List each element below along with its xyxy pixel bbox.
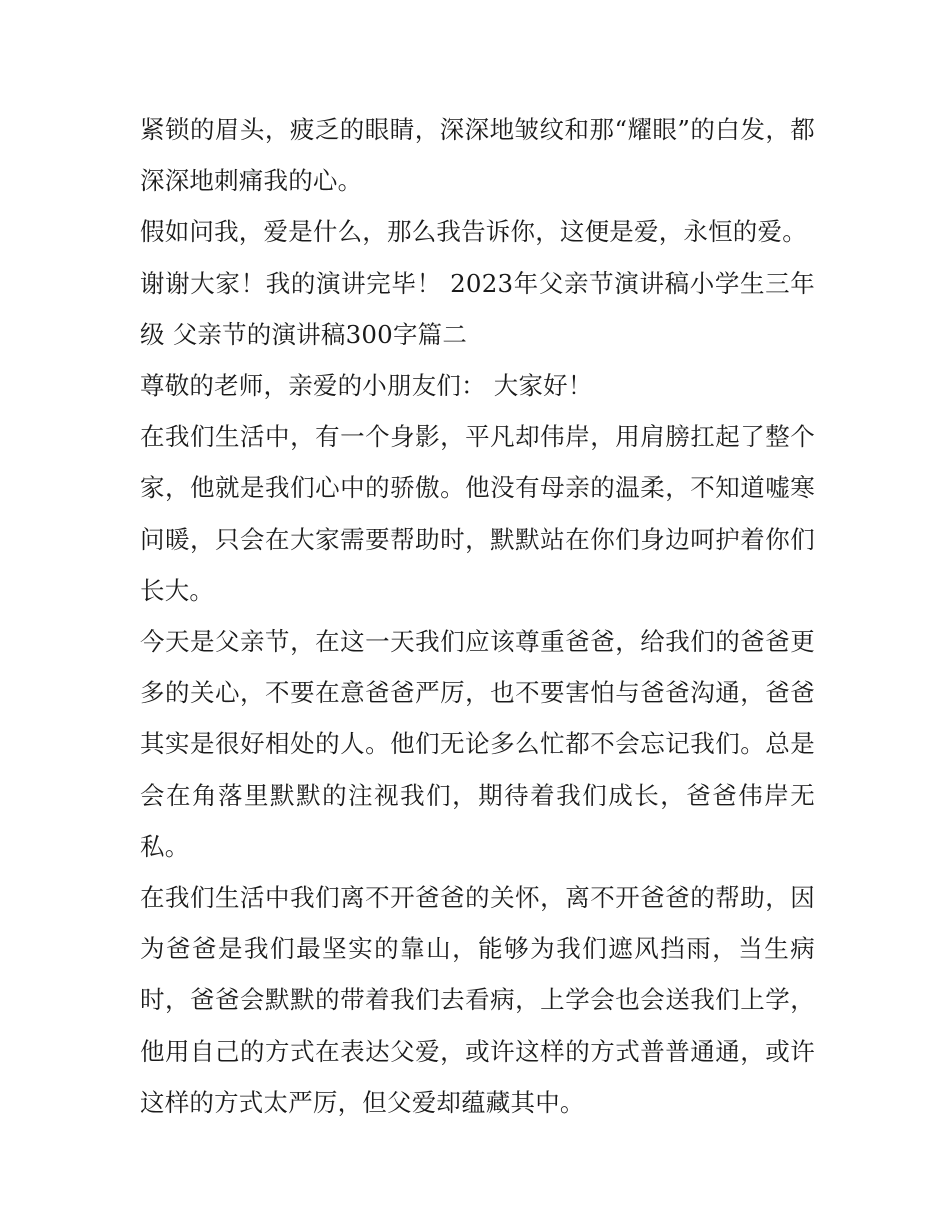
paragraph-father-figure: 在我们生活中，有一个身影，平凡却伟岸，用肩膀扛起了整个家，他就是我们心中的骄傲。他没有母亲的温柔，不知道嘘寒问暖，只会在大家需要帮助时，默默站在你们身边呵护着你们长大。 <box>140 422 815 605</box>
paragraph-fathers-care: 在我们生活中我们离不开爸爸的关怀，离不开爸爸的帮助，因为爸爸是我们最坚实的靠山，能够为我们遮风挡雨，当生病时，爸爸会默默的带着我们去看病，上学会也会送我们上学，他用自己的方式在表达父爱，或许这样的方式普普通通，或许这样的方式太严厉，但父爱却蕴藏其中。 <box>140 883 815 1117</box>
document-body <box>140 104 815 1128</box>
paragraph-greeting: 尊敬的老师，亲爱的小朋友们： 大家好！ <box>140 371 593 401</box>
paragraph-fathers-day: 今天是父亲节，在这一天我们应该尊重爸爸，给我们的爸爸更多的关心，不要在意爸爸严厉，也不要害怕与爸爸沟通，爸爸其实是很好相处的人。他们无论多么忙都不会忘记我们。总是会在角落里默默的注视我们，期待着我们成长，爸爸伟岸无私。 <box>140 627 815 861</box>
paragraph-what-is-love: 假如问我，爱是什么，那么我告诉你，这便是爱，永恒的爱。 <box>140 217 807 247</box>
paragraph-speech-end-and-title: 谢谢大家！我的演讲完毕！ 2023年父亲节演讲稿小学生三年级 父亲节的演讲稿300字篇二 <box>140 268 815 349</box>
paragraph-closing-description: 紧锁的眉头，疲乏的眼睛，深深地皱纹和那“耀眼”的白发，都深深地刺痛我的心。 <box>140 115 815 196</box>
